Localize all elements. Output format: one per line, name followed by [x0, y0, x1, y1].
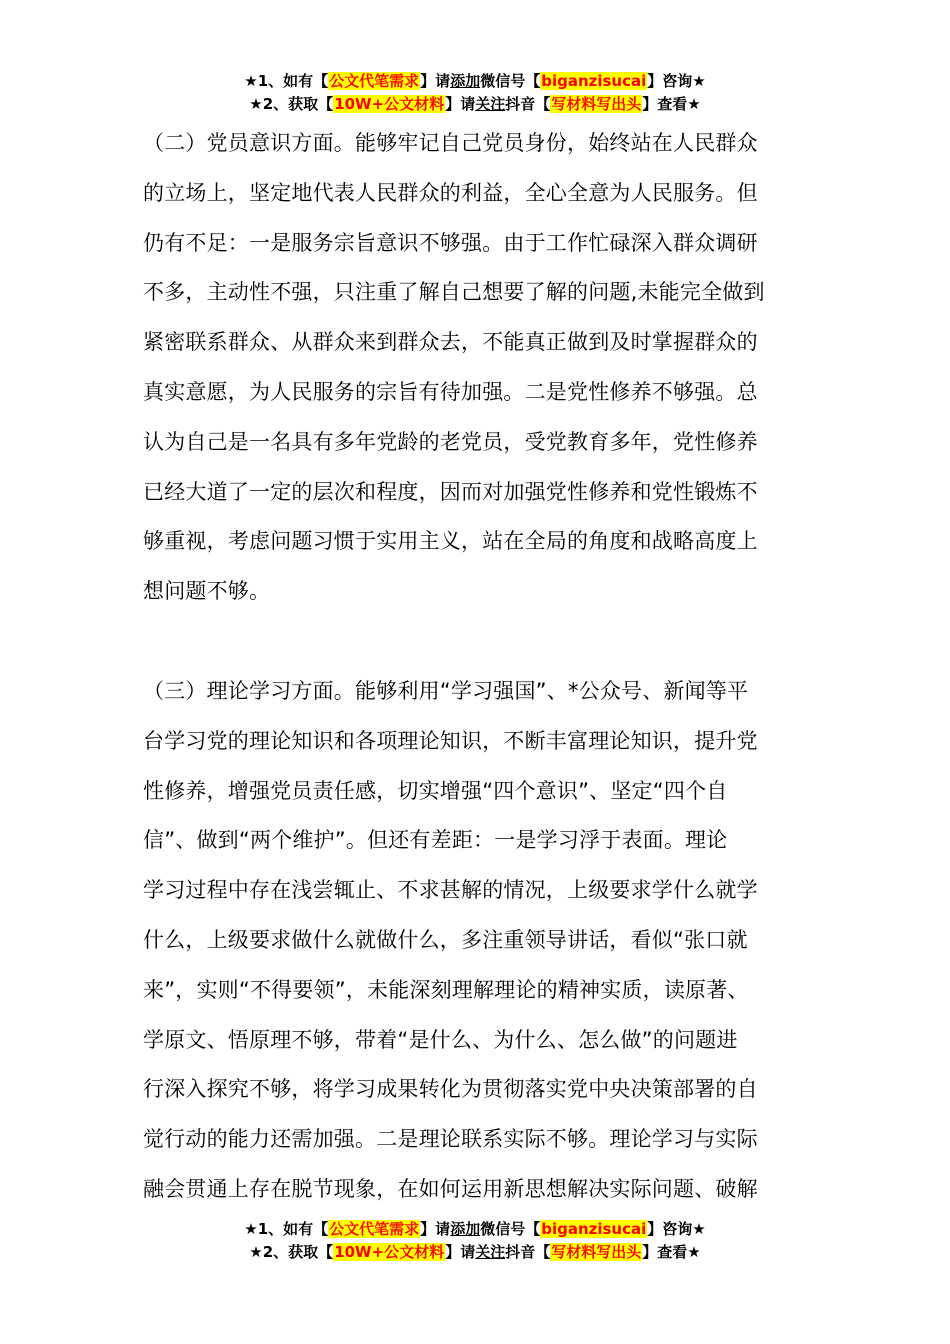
text-line: 够重视，考虑问题习惯于实用主义，站在全局的角度和战略高度上	[143, 529, 758, 554]
text-line: 信”、做到“两个维护”。但还有差距：一是学习浮于表面。理论	[143, 828, 728, 853]
text-line: 性修养，增强党员责任感，切实增强“四个意识”、坚定“四个自	[143, 778, 728, 803]
highlight-materials: 10W+公文材料	[334, 95, 445, 113]
text-line: 真实意愿，为人民服务的宗旨有待加强。二是党性修养不够强。总	[143, 379, 758, 404]
text-line: 什么，上级要求做什么就做什么，多注重领导讲话，看似“张口就	[143, 927, 748, 952]
text-line: 融会贯通上存在脱节现象，在如何运用新思想解决实际问题、破解	[143, 1176, 758, 1201]
text-line: （三）理论学习方面。能够利用“学习强国”、*公众号、新闻等平	[143, 679, 749, 703]
underline-follow: 关注	[475, 95, 506, 113]
underline-add: 添加	[450, 1220, 481, 1238]
highlight-materials: 10W+公文材料	[334, 1243, 445, 1261]
text-line: 紧密联系群众、从群众来到群众去，不能真正做到及时掌握群众的	[143, 330, 758, 355]
text-line: 不多，主动性不强，只注重了解自己想要了解的问题,未能完全做到	[143, 280, 765, 305]
underline-add: 添加	[450, 72, 481, 90]
banner-line-1: ★1、如有【公文代笔需求】请添加微信号【biganzisucai】咨询★	[244, 72, 706, 90]
text-line: 学原文、悟原理不够，带着“是什么、为什么、怎么做”的问题进	[143, 1027, 738, 1052]
text-line: 仍有不足：一是服务宗旨意识不够强。由于工作忙碌深入群众调研	[143, 230, 758, 255]
text-line: 想问题不够。	[143, 579, 271, 604]
banner-line-2: ★2、获取【10W+公文材料】请关注抖音【写材料写出头】查看★	[249, 95, 701, 113]
banner-line-1: ★1、如有【公文代笔需求】请添加微信号【biganzisucai】咨询★	[244, 1220, 706, 1238]
text-line: 行深入探究不够，将学习成果转化为贯彻落实党中央决策部署的自	[143, 1077, 758, 1102]
text-line: 觉行动的能力还需加强。二是理论联系实际不够。理论学习与实际	[143, 1127, 758, 1152]
highlight-douyin: 写材料写出头	[551, 1243, 642, 1261]
section-party-awareness	[143, 119, 811, 617]
text-line: 台学习党的理论知识和各项理论知识，不断丰富理论知识，提升党	[143, 728, 758, 753]
underline-follow: 关注	[475, 1243, 506, 1261]
text-line: 来”，实则“不得要领”，未能深刻理解理论的精神实质，读原著、	[143, 977, 749, 1002]
section-theory-study	[143, 667, 811, 1215]
highlight-wechat-id: biganzisucai	[541, 72, 647, 90]
bottom-banner	[0, 1218, 950, 1264]
text-line: 认为自己是一名具有多年党龄的老党员，受党教育多年，党性修养	[143, 429, 758, 454]
text-line: 学习过程中存在浅尝辄止、不求甚解的情况，上级要求学什么就学	[143, 878, 758, 903]
banner-line-2: ★2、获取【10W+公文材料】请关注抖音【写材料写出头】查看★	[249, 1243, 701, 1261]
highlight-douyin: 写材料写出头	[551, 95, 642, 113]
top-banner	[0, 70, 950, 116]
text-line: （二）党员意识方面。能够牢记自己党员身份，始终站在人民群众	[143, 131, 758, 155]
highlight-wechat-id: biganzisucai	[541, 1220, 647, 1238]
text-line: 已经大道了一定的层次和程度，因而对加强党性修养和党性锻炼不	[143, 479, 758, 504]
highlight-ghostwriting: 公文代笔需求	[329, 72, 420, 90]
highlight-ghostwriting: 公文代笔需求	[329, 1220, 420, 1238]
text-line: 的立场上，坚定地代表人民群众的利益，全心全意为人民服务。但	[143, 180, 758, 205]
